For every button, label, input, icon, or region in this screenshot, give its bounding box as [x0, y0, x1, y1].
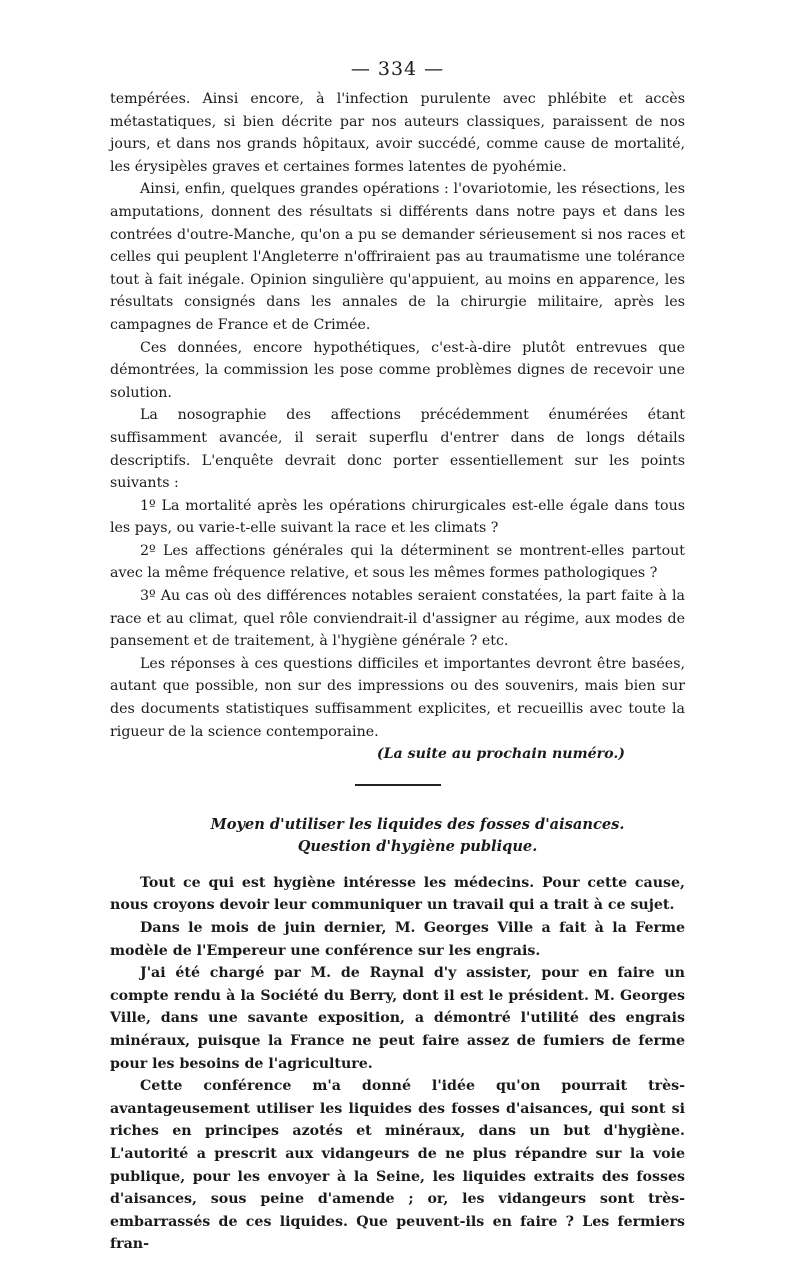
paragraph: tempérées. Ainsi encore, à l'infection purulente avec phlébite et accès métastatiques, si bien décrite par nos auteurs classiques, paraissent de nos jours, et dans nos grands hôpitaux, avoir succédé, comme cause de mortalité, les érysipèles graves et certaines formes latentes de pyohémie.: [110, 91, 685, 175]
continuation-note: (La suite au prochain numéro.): [376, 746, 625, 763]
paragraph: Ainsi, enfin, quelques grandes opérations : l'ovariotomie, les résections, les amputations, donnent des résultats si différents dans notre pays et dans les contrées d'outre-Manche, qu'on a pu se demander sérieusement si nos races et celles qui peuplent l'Angleterre n'offriraient pas au traumatisme une tolérance tout à fait inégale. Opinion singulière qu'appuient, au moins en apparence, les résultats consignés dans les annales de la chirurgie militaire, après les campagnes de France et de Crimée.: [110, 181, 685, 333]
paragraph: Cette conférence m'a donné l'idée qu'on pourrait très-avantageusement utiliser les liquides des fosses d'aisances, qui sont si riches en principes azotés et minéraux, dans un but d'hygiène. L'autorité a prescrit aux vidangeurs de ne plus répandre sur la voie publique, pour les envoyer à la Seine, les liquides extraits des fosses d'aisances, sous peine d'amende ; or, les vidangeurs sont très-embarrassés de ces liquides. Que peuvent-ils en faire ? Les fermiers fran-: [110, 1078, 685, 1253]
paragraph: Ces données, encore hypothétiques, c'est-à-dire plutôt entrevues que démontrées, la commission les pose comme problèmes dignes de recevoir une solution.: [110, 339, 685, 401]
page-number: — 334 —: [350, 58, 445, 80]
paragraph: Dans le mois de juin dernier, M. Georges Ville a fait à la Ferme modèle de l'Empereur une conférence sur les engrais.: [110, 920, 685, 959]
question-item: 2º Les affections générales qui la déterminent se montrent-elles partout avec la même fréquence relative, et sous les mêmes formes pathologiques ?: [110, 542, 685, 582]
section-divider: [355, 784, 441, 786]
question-item: 3º Au cas où des différences notables seraient constatées, la part faite à la race et au climat, quel rôle conviendrait-il d'assigner au régime, aux modes de pansement et de traitement, à l'hygiène générale ? etc.: [110, 588, 685, 650]
page: [110, 58, 685, 1256]
article-subtitle: Question d'hygiène publique.: [297, 837, 538, 855]
paragraph: Tout ce qui est hygiène intéresse les médecins. Pour cette cause, nous croyons devoir leur communiquer un travail qui a trait à ce sujet.: [110, 874, 685, 914]
article-title: Moyen d'utiliser les liquides des fosses d'aisances.: [210, 815, 625, 833]
paragraph: Les réponses à ces questions difficiles et importantes devront être basées, autant que possible, non sur des impressions ou des souvenirs, mais bien sur des documents statistiques suffisamment explicites, et recueillis avec toute la rigueur de la science contemporaine.: [110, 655, 685, 740]
paragraph: La nosographie des affections précédemment énumérées étant suffisamment avancée, il serait superflu d'entrer dans de longs détails descriptifs. L'enquête devrait donc porter essentiellement sur les points suivants :: [110, 407, 685, 492]
paragraph: J'ai été chargé par M. de Raynal d'y assister, pour en faire un compte rendu à la Société du Berry, dont il est le président. M. Georges Ville, dans une savante exposition, a démontré l'utilité des engrais minéraux, puisque la France ne peut faire assez de fumiers de ferme pour les besoins de l'agriculture.: [110, 965, 685, 1072]
question-item: 1º La mortalité après les opérations chirurgicales est-elle égale dans tous les pays, ou varie-t-elle suivant la race et les climats ?: [110, 497, 685, 537]
